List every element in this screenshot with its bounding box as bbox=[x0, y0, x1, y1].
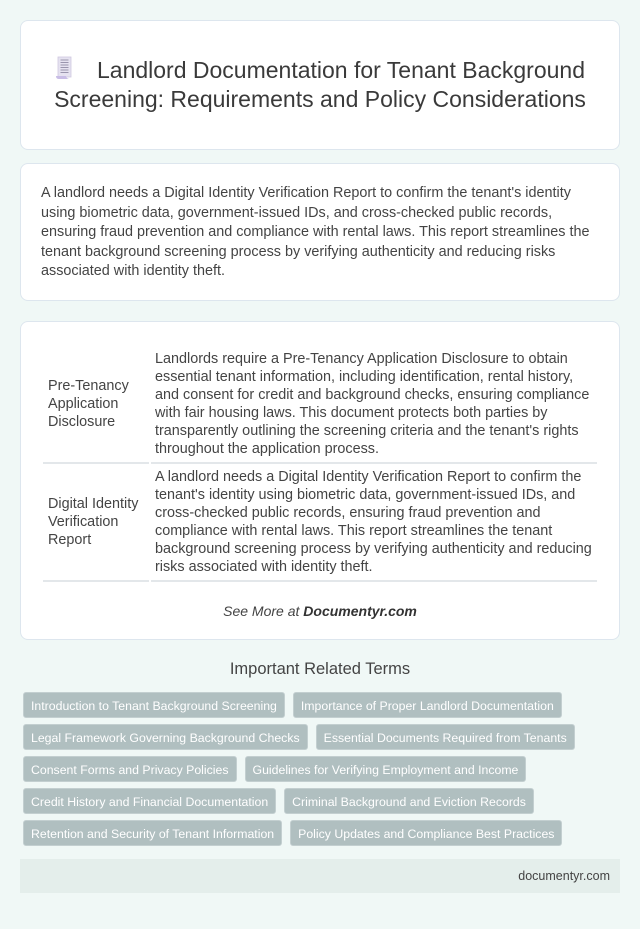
related-term-tag[interactable]: Essential Documents Required from Tenants bbox=[316, 724, 575, 750]
document-term: Pre-Tenancy Application Disclosure bbox=[43, 346, 149, 464]
related-terms-section bbox=[20, 660, 620, 846]
footer bbox=[20, 859, 620, 893]
related-term-tag[interactable]: Introduction to Tenant Background Screening bbox=[23, 692, 285, 718]
footer-site-link[interactable]: documentyr.com bbox=[518, 869, 610, 883]
page-title bbox=[51, 56, 589, 114]
documents-table bbox=[41, 346, 599, 582]
related-term-tag[interactable]: Legal Framework Governing Background Checks bbox=[23, 724, 308, 750]
see-more-link[interactable]: Documentyr.com bbox=[303, 603, 417, 619]
document-description: A landlord needs a Digital Identity Verification Report to confirm the tenant's identity using biometric data, government-issued IDs, and cross-checked public records, ensuring fraud prevention and compliance with rental laws. This report streamlines the tenant background screening process by verifying authenticity and reducing risks associated with identity theft. bbox=[151, 464, 597, 582]
table-row bbox=[43, 346, 597, 464]
related-term-tag[interactable]: Importance of Proper Landlord Documentation bbox=[293, 692, 562, 718]
related-term-tag[interactable]: Criminal Background and Eviction Records bbox=[284, 788, 534, 814]
see-more bbox=[41, 603, 599, 619]
related-terms-heading: Important Related Terms bbox=[229, 660, 411, 678]
summary-card bbox=[20, 163, 620, 301]
related-terms-tags bbox=[20, 692, 620, 846]
table-row bbox=[43, 464, 597, 582]
documents-table-card bbox=[20, 321, 620, 640]
title-card bbox=[20, 20, 620, 150]
see-more-prefix: See More at bbox=[223, 603, 304, 619]
related-term-tag[interactable]: Guidelines for Verifying Employment and Income bbox=[245, 756, 527, 782]
related-term-tag[interactable]: Credit History and Financial Documentation bbox=[23, 788, 276, 814]
document-term: Digital Identity Verification Report bbox=[43, 464, 149, 582]
related-term-tag[interactable]: Consent Forms and Privacy Policies bbox=[23, 756, 237, 782]
related-term-tag[interactable]: Policy Updates and Compliance Best Practices bbox=[290, 820, 562, 846]
page-title-text: Landlord Documentation for Tenant Background Screening: Requirements and Policy Considerations bbox=[54, 57, 586, 112]
related-term-tag[interactable]: Retention and Security of Tenant Information bbox=[23, 820, 282, 846]
document-description: Landlords require a Pre-Tenancy Application Disclosure to obtain essential tenant information, including identification, rental history, and consent for credit and background checks, ensuring compliance with fair housing laws. This document protects both parties by transparently outlining the screening criteria and the tenant's rights throughout the application process. bbox=[151, 346, 597, 464]
summary-text: A landlord needs a Digital Identity Verification Report to confirm the tenant's identity using biometric data, government-issued IDs, and cross-checked public records, ensuring fraud prevention and compliance with rental laws. This report streamlines the tenant background screening process by verifying authenticity and reducing risks associated with identity theft. bbox=[41, 185, 590, 279]
document-scroll-icon bbox=[55, 56, 73, 80]
